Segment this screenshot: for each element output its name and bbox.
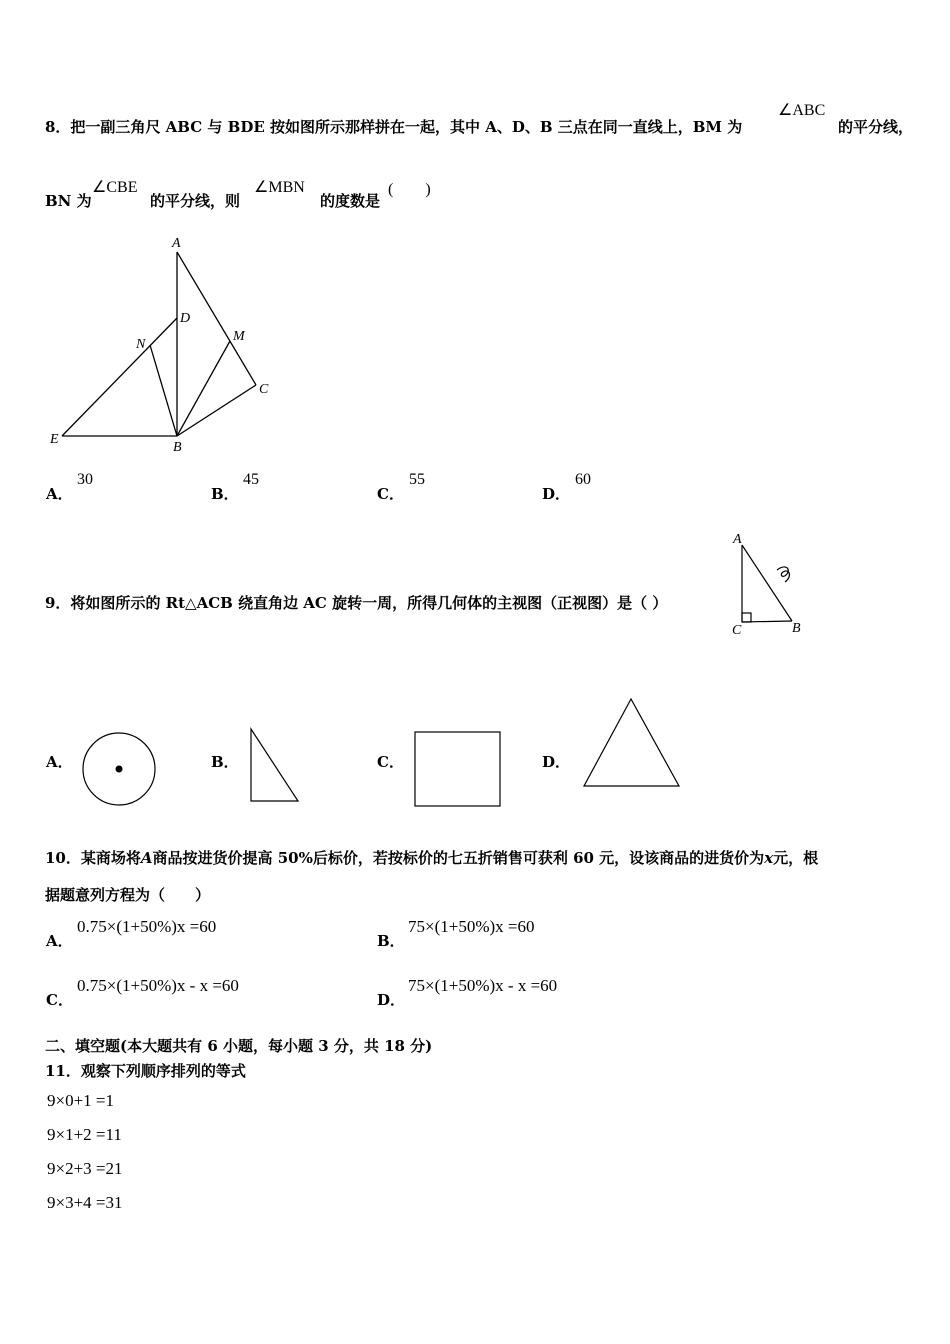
q8-text-a: 8．把一副三角尺 ABC 与 BDE 按如图所示那样拼在一起，其中 A、D、B 三点在同一直线上，BM 为 xyxy=(45,118,743,136)
q9-label-c: C xyxy=(732,623,742,638)
q10-option-d-eq: 75×(1+50%)x - x =60 xyxy=(408,976,558,995)
q9-option-b-right-triangle[interactable] xyxy=(245,725,305,805)
q10-option-b-label[interactable]: B． xyxy=(377,932,405,950)
q8-option-b-value: 45 xyxy=(243,471,259,488)
q8-label-c: C xyxy=(259,382,269,397)
q10-option-a-label[interactable]: A． xyxy=(46,932,73,950)
q11-equation: 9×0+1 =1 xyxy=(47,1091,115,1110)
q8-option-a-value: 30 xyxy=(77,471,93,488)
q8-option-b-label[interactable]: B． xyxy=(211,485,239,503)
section2-heading: 二、填空题(本大题共有 6 小题，每小题 3 分，共 18 分) xyxy=(45,1037,433,1055)
q9-right-angle xyxy=(742,613,751,622)
q11-text: 11．观察下列顺序排列的等式 xyxy=(45,1062,246,1080)
q8-angle-cbe: ∠CBE xyxy=(92,179,138,196)
q11-equation: 9×2+3 =21 xyxy=(47,1159,123,1178)
q8-angle-abc: ∠ABC xyxy=(778,102,826,119)
q10-option-a-eq: 0.75×(1+50%)x =60 xyxy=(77,917,217,936)
q8-text-d: 的平分线，则 xyxy=(150,192,241,210)
q8-text-c: BN 为 xyxy=(45,192,92,210)
q8-label-e: E xyxy=(50,432,59,447)
q8-paren: ( ) xyxy=(388,181,431,198)
q9-option-c-label[interactable]: C． xyxy=(377,753,404,771)
q9-option-d-triangle[interactable] xyxy=(580,695,684,791)
q8-label-a: A xyxy=(172,236,181,251)
q8-label-b: B xyxy=(173,440,182,455)
q8-option-d-label[interactable]: D． xyxy=(542,485,571,503)
q10-var-a: A xyxy=(140,849,153,867)
q8-angle-mbn: ∠MBN xyxy=(254,179,305,196)
q8-line-cb xyxy=(177,385,256,436)
q8-option-c-label[interactable]: C． xyxy=(377,485,404,503)
q9-label-a: A xyxy=(733,532,742,547)
q10-option-b-eq: 75×(1+50%)x =60 xyxy=(408,917,535,936)
q9-option-a-label[interactable]: A． xyxy=(46,753,73,771)
q8-option-c-value: 55 xyxy=(409,471,425,488)
q10-var-x: x xyxy=(764,849,774,867)
q8-figure xyxy=(40,230,290,455)
q8-label-n: N xyxy=(136,337,146,352)
q9-label-b: B xyxy=(792,621,801,636)
q10-option-c-eq: 0.75×(1+50%)x - x =60 xyxy=(77,976,239,995)
q8-option-a-label[interactable]: A． xyxy=(46,485,73,503)
q8-label-d: D xyxy=(180,311,191,326)
q11-equation: 9×3+4 =31 xyxy=(47,1193,123,1212)
q9-rotation-arrow xyxy=(777,567,789,582)
q9-option-a-circle[interactable] xyxy=(80,731,160,811)
q9-figure xyxy=(725,530,815,640)
q10-text-a: 10．某商场将A商品按进货价提高 50%后标价，若按标价的七五折销售可获利 60 元，设该商品的进货价为x元，根 xyxy=(45,849,819,867)
q10-line2: 据题意列方程为（ ） xyxy=(45,886,211,904)
q9-text: 9．将如图所示的 Rt△ACB 绕直角边 AC 旋转一周，所得几何体的主视图（正视图）是（ ） xyxy=(45,594,668,612)
q8-option-d-value: 60 xyxy=(575,471,591,488)
q8-line-nb xyxy=(150,345,177,436)
q11-equation: 9×1+2 =11 xyxy=(47,1125,122,1144)
q9-option-c-square[interactable] xyxy=(412,729,504,809)
q8-text-f: 的度数是 xyxy=(320,192,381,210)
q8-line-mb xyxy=(177,341,230,436)
q9-side-ab xyxy=(742,545,792,621)
q8-label-m: M xyxy=(233,329,245,344)
q10-option-c-label[interactable]: C． xyxy=(46,991,73,1009)
q8-text-b: 的平分线， xyxy=(838,118,914,136)
q9-option-b-label[interactable]: B． xyxy=(211,753,239,771)
q10-option-d-label[interactable]: D． xyxy=(377,991,406,1009)
q9-option-d-label[interactable]: D． xyxy=(542,753,571,771)
